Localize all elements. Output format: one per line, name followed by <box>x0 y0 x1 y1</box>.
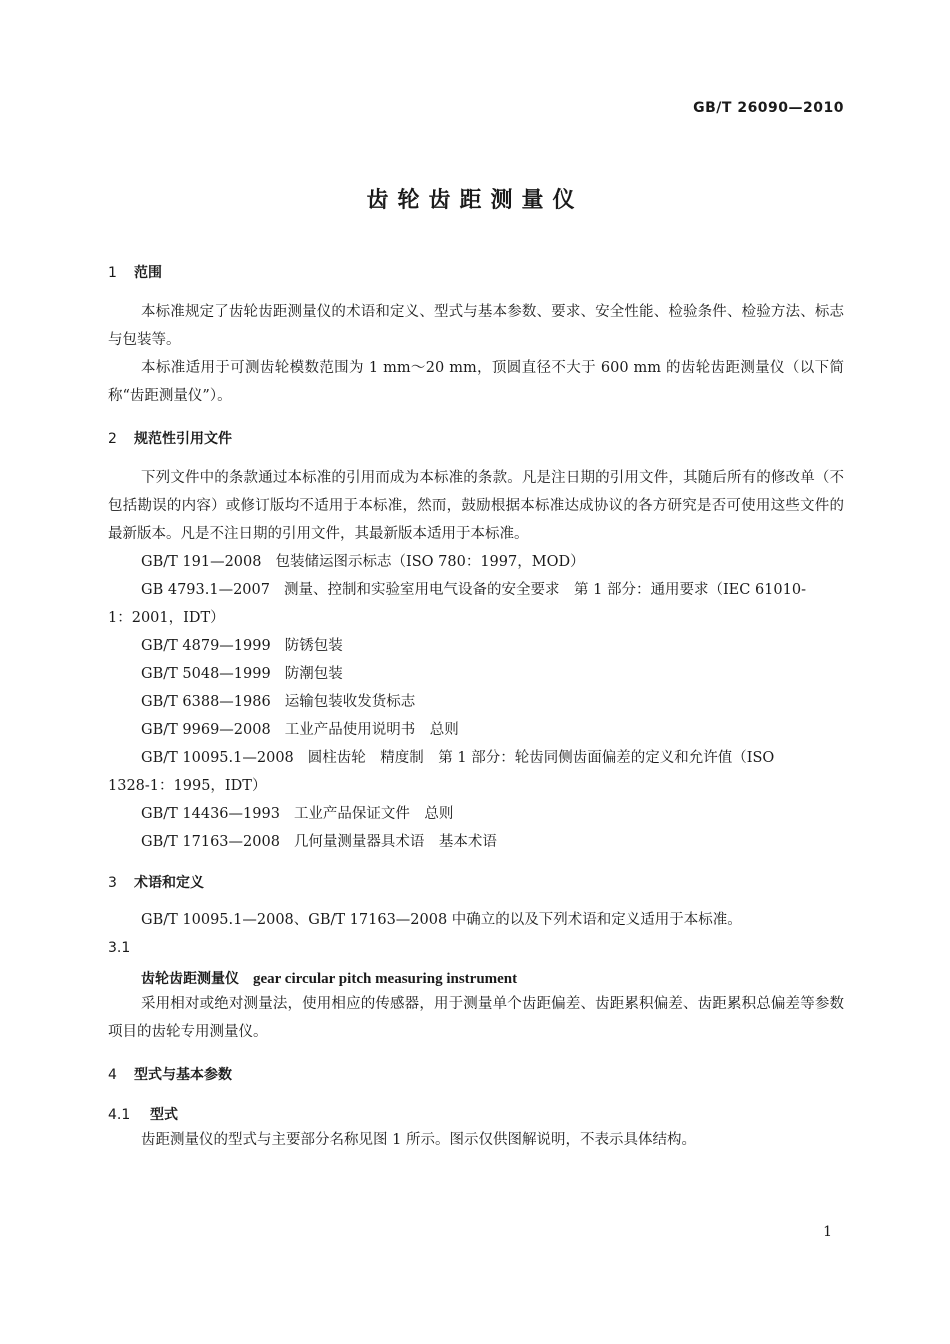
term-definition: 采用相对或绝对测量法，使用相应的传感器，用于测量单个齿距偏差、齿距累积偏差、齿距累积总偏差等参数项目的齿轮专用测量仪。 <box>108 996 844 1040</box>
section-title: 范围 <box>134 265 162 281</box>
section-number: 2 <box>108 431 117 447</box>
reference-code: GB/T 9969—2008 <box>141 722 271 738</box>
reference-title: 运输包装收发货标志 <box>284 694 416 710</box>
term-entry <box>141 968 517 988</box>
reference-code: GB/T 14436—1993 <box>141 806 280 822</box>
reference-title: 测量、控制和实验室用电气设备的安全要求 第 1 部分：通用要求（IEC 61010- <box>284 582 806 598</box>
term-english: gear circular pitch measuring instrument <box>253 971 518 987</box>
reference-code: GB/T 17163—2008 <box>141 834 280 850</box>
reference-code: GB/T 6388—1986 <box>141 694 271 710</box>
section-1-heading <box>108 262 162 282</box>
page-number: 1 <box>823 1224 832 1240</box>
subsection-number: 3.1 <box>108 940 131 956</box>
reference-item <box>141 744 774 772</box>
section-title: 型式与基本参数 <box>134 1067 232 1083</box>
section-3-heading <box>108 872 204 892</box>
reference-continuation: 1：2001，IDT） <box>108 610 225 626</box>
subsection-number: 4.1 <box>108 1107 131 1123</box>
reference-item <box>141 548 585 576</box>
section-1-paragraph-1: 本标准规定了齿轮齿距测量仪的术语和定义、型式与基本参数、要求、安全性能、检验条件、检验方法、标志与包装等。 <box>108 304 844 348</box>
section-3-intro: GB/T 10095.1—2008、GB/T 17163—2008 中确立的以及下列术语和定义适用于本标准。 <box>141 912 742 928</box>
reference-item <box>141 716 459 744</box>
section-4-1-paragraph: 齿距测量仪的型式与主要部分名称见图 1 所示。图示仅供图解说明，不表示具体结构。 <box>141 1132 696 1148</box>
reference-continuation: 1328-1：1995，IDT） <box>108 778 267 794</box>
reference-title: 防锈包装 <box>284 638 343 654</box>
subsection-4-1-heading <box>108 1104 178 1124</box>
reference-title: 工业产品使用说明书 总则 <box>284 722 459 738</box>
section-2-heading <box>108 428 232 448</box>
section-title: 术语和定义 <box>134 875 204 891</box>
subsection-title: 型式 <box>150 1107 178 1123</box>
reference-item <box>141 632 343 660</box>
reference-code: GB 4793.1—2007 <box>141 582 270 598</box>
reference-item <box>141 828 497 856</box>
reference-code: GB/T 191—2008 <box>141 554 262 570</box>
section-2-intro: 下列文件中的条款通过本标准的引用而成为本标准的条款。凡是注日期的引用文件，其随后所有的修改单（不包括勘误的内容）或修订版均不适用于本标准，然而，鼓励根据本标准达成协议的各方研究是否可使用这些文件的最新版本。凡是不注日期的引用文件，其最新版本适用于本标准。 <box>108 470 844 542</box>
reference-item <box>141 576 806 604</box>
section-1-paragraph-2: 本标准适用于可测齿轮模数范围为 1 mm～20 mm，顶圆直径不大于 600 mm 的齿轮齿距测量仪（以下简称“齿距测量仪”）。 <box>108 360 844 404</box>
reference-item <box>141 660 343 688</box>
reference-title: 包装储运图示标志（ISO 780：1997，MOD） <box>275 554 585 570</box>
page-title: 齿轮齿距测量仪 <box>366 188 584 213</box>
reference-code: GB/T 10095.1—2008 <box>141 750 294 766</box>
section-number: 4 <box>108 1067 117 1083</box>
reference-title: 防潮包装 <box>284 666 343 682</box>
term-chinese: 齿轮齿距测量仪 <box>141 971 239 987</box>
section-number: 1 <box>108 265 117 281</box>
reference-item <box>141 800 453 828</box>
reference-code: GB/T 4879—1999 <box>141 638 271 654</box>
reference-title: 工业产品保证文件 总则 <box>293 806 454 822</box>
standard-number: GB/T 26090—2010 <box>693 100 844 116</box>
reference-title: 几何量测量器具术语 基本术语 <box>293 834 497 850</box>
reference-title: 圆柱齿轮 精度制 第 1 部分：轮齿同侧齿面偏差的定义和允许值（ISO <box>307 750 775 766</box>
section-number: 3 <box>108 875 117 891</box>
reference-code: GB/T 5048—1999 <box>141 666 271 682</box>
reference-item <box>141 688 415 716</box>
section-4-heading <box>108 1064 232 1084</box>
section-title: 规范性引用文件 <box>134 431 232 447</box>
